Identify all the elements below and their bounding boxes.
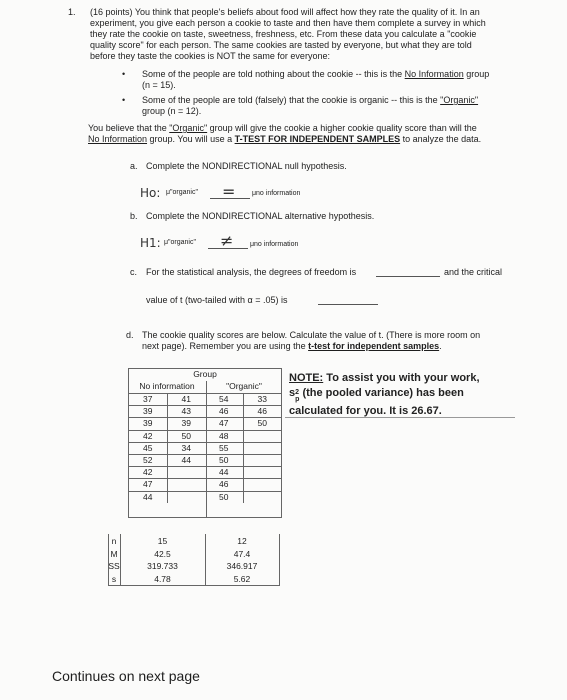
- score-cell-organic: 50: [205, 454, 243, 466]
- question-number: 1.: [68, 7, 76, 17]
- mu-no-information: μno information: [250, 241, 299, 248]
- stat-value-no-information: 15: [157, 536, 168, 546]
- score-cell-organic: 50: [243, 418, 281, 430]
- pooled-variance-symbol: s 2 $_p$: [289, 387, 300, 404]
- score-cell-no-information: 43: [167, 406, 205, 418]
- score-cell-organic: [243, 479, 281, 491]
- h0-label: Ho:: [140, 186, 161, 200]
- score-cell-no-information: [167, 467, 205, 479]
- score-cell-organic: 54: [205, 394, 243, 406]
- score-cell-organic: [243, 430, 281, 442]
- score-cell-organic: 55: [205, 442, 243, 454]
- part-d-text: The cookie quality scores are below. Calculate the value of t. (There is more room on next page). Remember you are using the t-test for independent samples.: [142, 330, 481, 351]
- score-cell-no-information: 39: [129, 418, 167, 430]
- part-a-text: Complete the NONDIRECTIONAL null hypothesis.: [146, 161, 347, 171]
- score-cell-organic: [243, 442, 281, 454]
- bullet-dot-icon: •: [122, 95, 126, 105]
- note-box: NOTE: To assist you with your work, s 2 $_p$ (the pooled variance) has been calculated for you. It is 26.67.: [289, 371, 515, 419]
- intro-line: (16 points) You think that people's beliefs about food will affect how they rate the quality of it. In an: [90, 7, 480, 17]
- stat-value-organic: 47.4: [233, 548, 251, 559]
- score-cell-no-information: 52: [129, 454, 167, 466]
- table-row: [129, 406, 281, 418]
- score-cell-no-information: 41: [167, 394, 205, 406]
- part-d-label: d.: [126, 330, 134, 340]
- table-row: [129, 491, 281, 503]
- part-b-text: Complete the NONDIRECTIONAL alternative hypothesis.: [146, 211, 375, 221]
- stat-value-no-information: 42.5: [154, 548, 171, 559]
- intro-line: experiment, you give each person a cookie to taste and then have them complete a survey in which: [90, 18, 486, 28]
- table-row: [129, 467, 281, 479]
- score-cell-organic: [243, 454, 281, 466]
- table-row: [129, 394, 281, 406]
- critical-t-blank: [318, 304, 378, 305]
- score-cell-no-information: 42: [129, 430, 167, 442]
- table-row: [129, 454, 281, 466]
- score-cell-organic: [243, 491, 281, 503]
- stats-table: [108, 534, 280, 586]
- score-cell-organic: 46: [205, 479, 243, 491]
- score-cell-organic: 48: [205, 430, 243, 442]
- score-cell-organic: 46: [205, 406, 243, 418]
- stat-label: s: [111, 573, 117, 584]
- data-table: [128, 368, 282, 518]
- stat-value-organic: 5.62: [233, 573, 251, 584]
- df-blank: [376, 276, 440, 277]
- h1-label: H1:: [140, 236, 161, 250]
- stat-label: M: [110, 548, 118, 559]
- footer-continues: Continues on next page: [52, 668, 200, 684]
- bullet-organic: • Some of the people are told (falsely) that the cookie is organic -- this is the "Organic" group (n = 12).: [122, 95, 479, 116]
- score-cell-no-information: 50: [167, 430, 205, 442]
- stat-value-organic: 12: [237, 536, 247, 546]
- mu-organic: μ"organic": [166, 189, 198, 196]
- score-cell-organic: 46: [243, 406, 281, 418]
- score-cell-organic: 33: [243, 394, 281, 406]
- score-cell-organic: [243, 467, 281, 479]
- scores-grid: [129, 393, 281, 503]
- table-row: [129, 418, 281, 430]
- mu-no-information: μno information: [252, 190, 301, 197]
- group-link-no-information: No Information: [404, 69, 464, 79]
- null-hypothesis: [140, 182, 360, 202]
- part-c-text-end: and the critical: [444, 267, 503, 277]
- bullet-dot-icon: •: [122, 69, 126, 79]
- score-cell-no-information: 34: [167, 442, 205, 454]
- table-row: [129, 430, 281, 442]
- stat-label: SS: [108, 561, 120, 571]
- intro-line: they rate the cookie on taste, sweetness, freshness, etc. From these data you calculate a "cookie: [90, 29, 477, 39]
- intro-line: before they taste the cookies is NOT the same for everyone:: [90, 51, 330, 61]
- score-cell-organic: 50: [205, 491, 243, 503]
- score-cell-no-information: 44: [129, 491, 167, 503]
- score-cell-no-information: 47: [129, 479, 167, 491]
- group-link-organic: "Organic": [440, 95, 479, 105]
- table-row: [129, 442, 281, 454]
- score-cell-no-information: 42: [129, 467, 167, 479]
- group-header: Group: [193, 369, 217, 379]
- stat-value-no-information: 319.733: [147, 561, 178, 571]
- part-c-label: c.: [130, 267, 138, 277]
- intro-paragraph: [90, 7, 530, 62]
- alternative-hypothesis: [140, 231, 360, 252]
- belief-paragraph: You believe that the "Organic" group will give the cookie a higher cookie quality score than will the No Information group. You will use a T-TEST FOR INDEPENDENT SAMPLES to analyze the data.: [88, 123, 482, 144]
- part-c-text: For the statistical analysis, the degrees of freedom is: [146, 267, 357, 277]
- score-cell-no-information: [167, 479, 205, 491]
- note-label: NOTE:: [289, 372, 324, 384]
- stat-label: n: [111, 536, 117, 546]
- null-symbol-answer: =: [222, 182, 236, 201]
- bullet-no-information: • Some of the people are told nothing about the cookie -- this is the No Information group (n = 15).: [122, 69, 490, 90]
- score-cell-no-information: 37: [129, 394, 167, 406]
- intro-line: quality score" for each person. The same cookies are tasted by everyone, but what they are told: [90, 40, 472, 50]
- score-cell-no-information: [167, 491, 205, 503]
- part-c-line2: value of t (two-tailed with α = .05) is: [146, 295, 288, 305]
- stat-value-organic: 346.917: [226, 561, 258, 571]
- col-header-no-information: No information: [139, 381, 195, 391]
- score-cell-organic: 47: [205, 418, 243, 430]
- part-a-label: a.: [130, 161, 138, 171]
- score-cell-no-information: 39: [129, 406, 167, 418]
- score-cell-no-information: 44: [167, 454, 205, 466]
- part-b-label: b.: [130, 211, 138, 221]
- score-cell-no-information: 39: [167, 418, 205, 430]
- stat-value-no-information: 4.78: [154, 573, 171, 584]
- col-header-organic: "Organic": [226, 381, 262, 391]
- alt-symbol-answer: ≠: [220, 231, 234, 250]
- mu-organic: μ"organic": [164, 239, 196, 246]
- score-cell-no-information: 45: [129, 442, 167, 454]
- score-cell-organic: 44: [205, 467, 243, 479]
- table-row: [129, 479, 281, 491]
